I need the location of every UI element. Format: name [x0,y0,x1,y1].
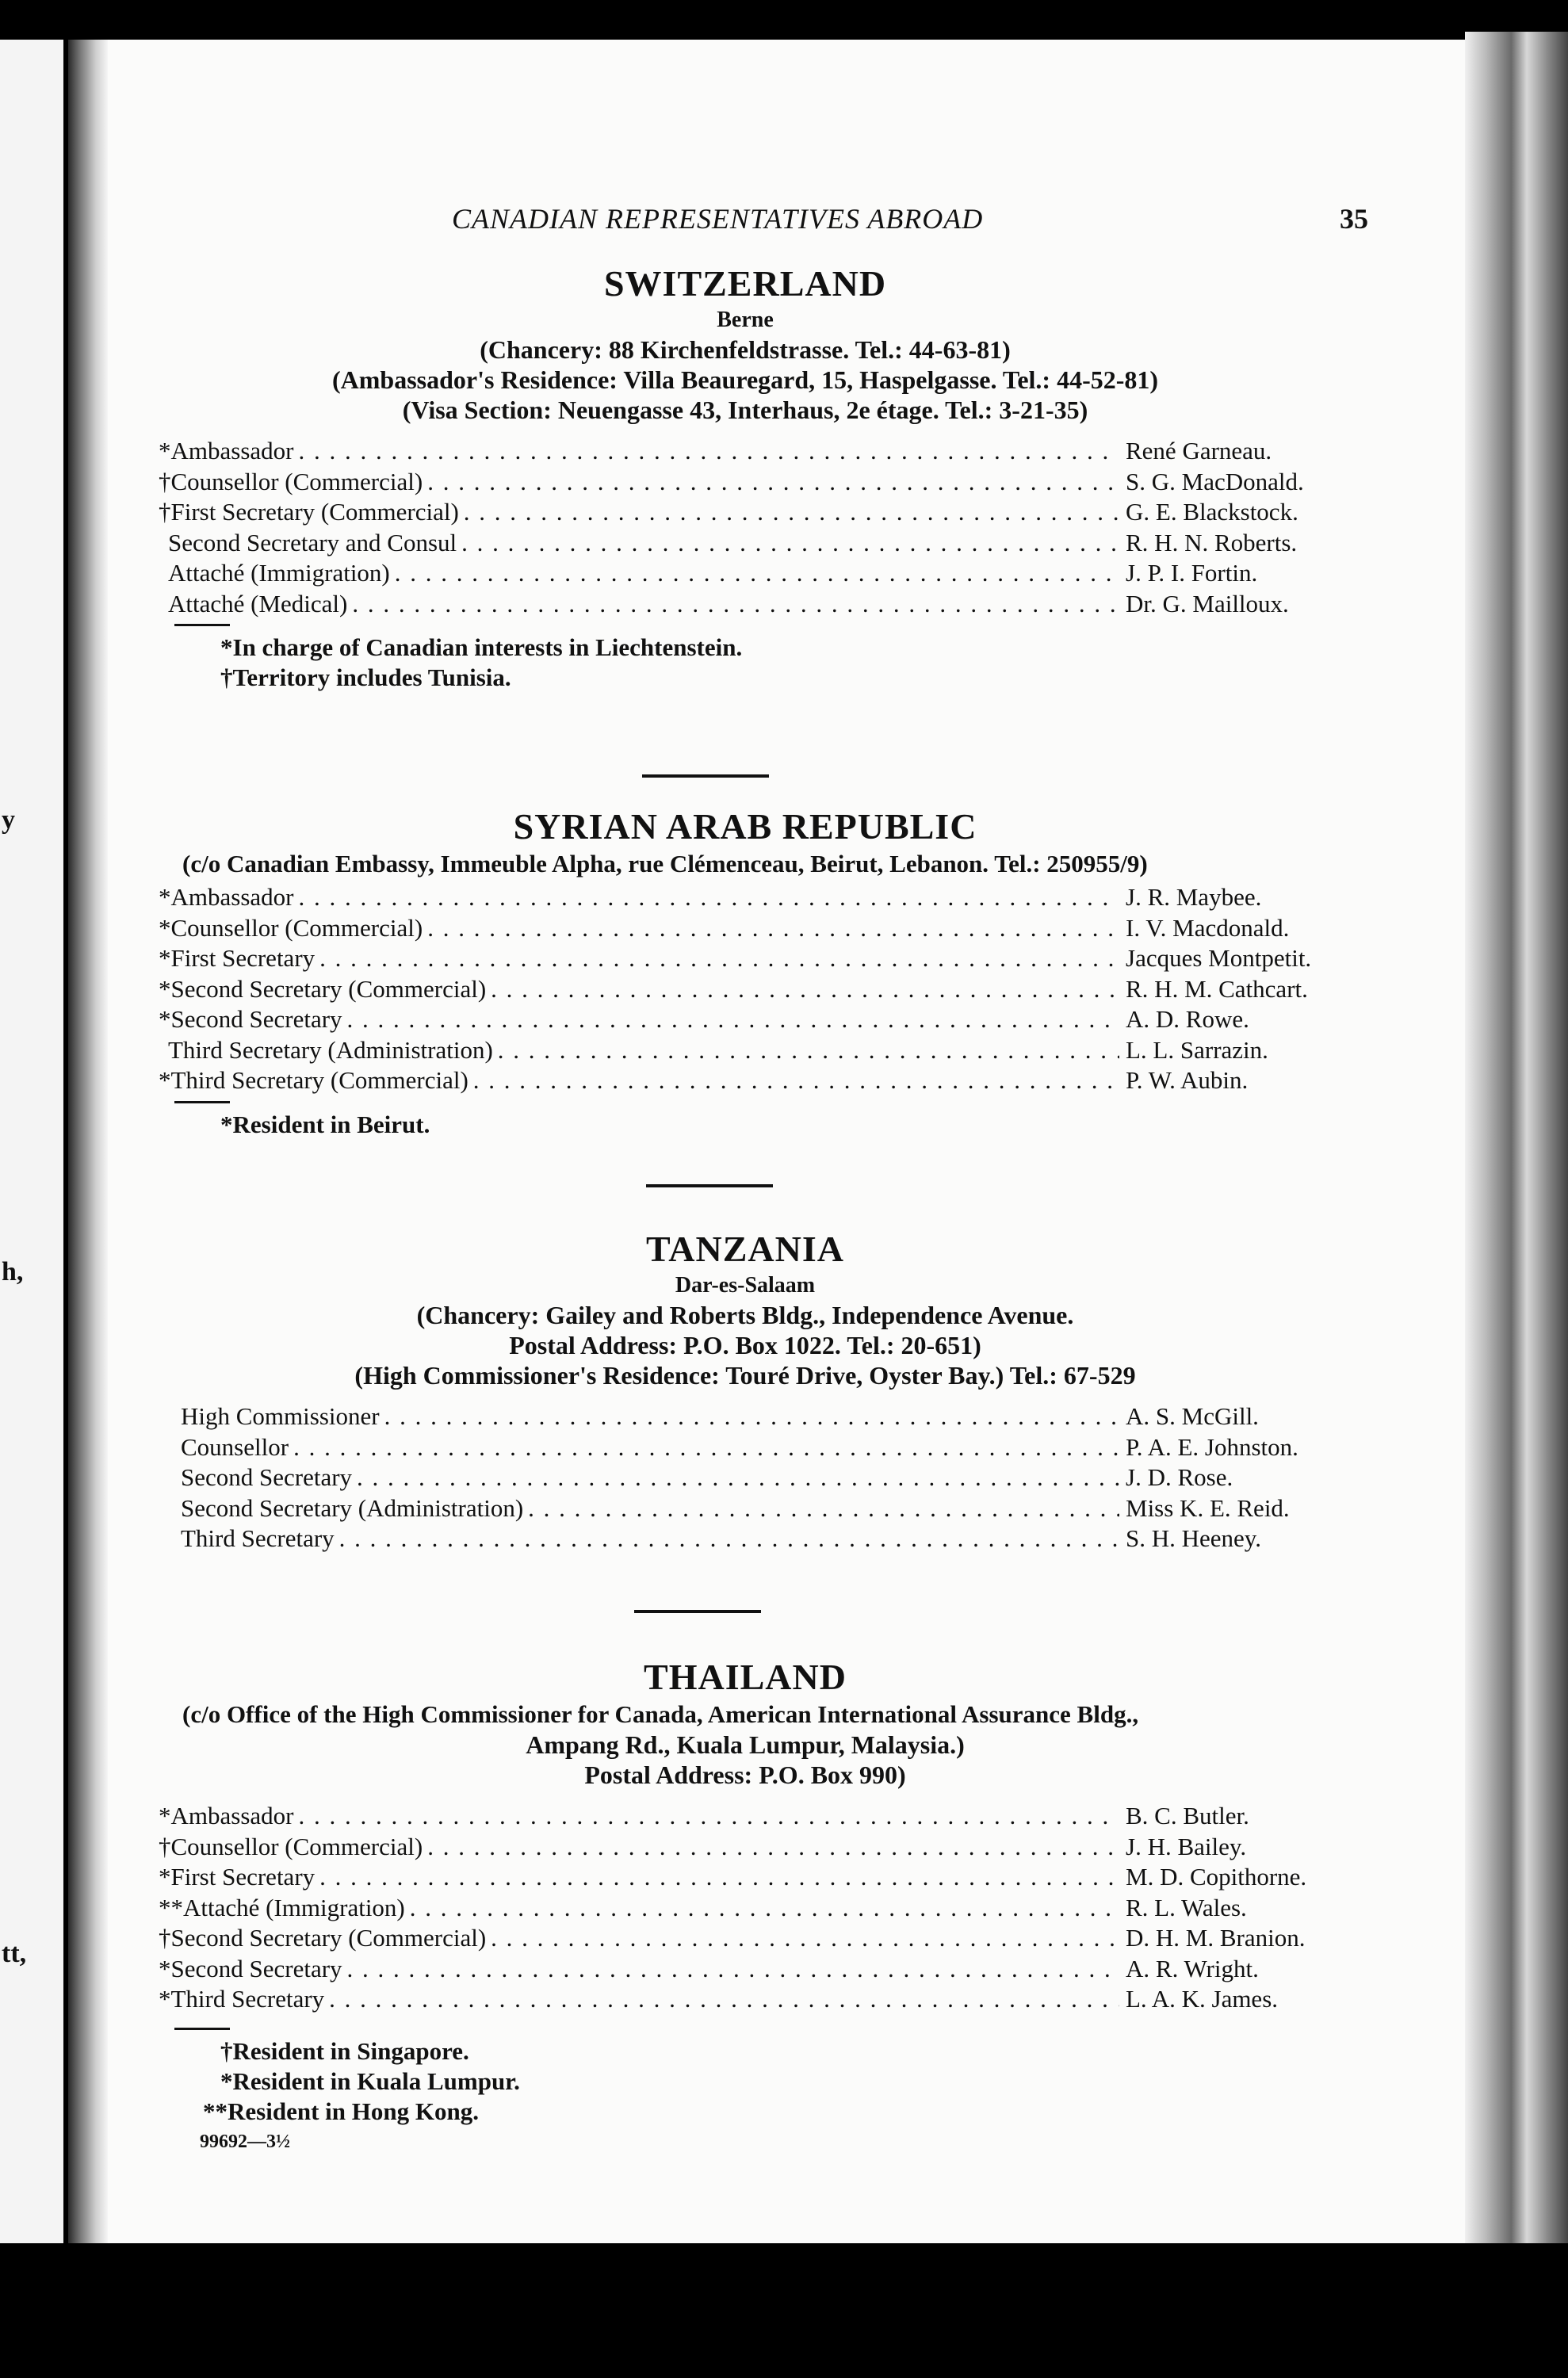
dot-leader [384,1401,1119,1432]
footnote: *Resident in Beirut. [220,1110,430,1138]
address-line: (c/o Canadian Embassy, Immeuble Alpha, rue Clémenceau, Beirut, Lebanon. Tel.: 250955/9) [182,850,1148,877]
staff-position: *Counsellor (Commercial) [159,913,423,942]
staff-position: Third Secretary [181,1524,335,1552]
section-tanzania [159,1227,1363,1554]
staff-position: *Ambassador [159,1802,294,1829]
staff-row [159,1065,1363,1096]
dot-leader [339,1524,1119,1554]
footnote: **Resident in Hong Kong. [203,2097,479,2125]
section-switzerland [159,262,1363,693]
dot-leader [427,467,1119,498]
address-line: (Visa Section: Neuengasse 43, Interhaus, 2e étage. Tel.: 3-21-35) [402,396,1088,424]
staff-name: D. H. M. Branion. [1126,1924,1306,1952]
dot-leader [347,1004,1119,1035]
staff-list [159,1401,1363,1554]
staff-row [159,528,1363,559]
address-line: Ampang Rd., Kuala Lumpur, Malaysia.) [526,1730,965,1759]
dot-leader [473,1065,1119,1096]
staff-row [159,913,1363,944]
staff-name: A. S. McGill. [1126,1402,1259,1430]
staff-list [159,1801,1363,2015]
staff-name: P. W. Aubin. [1126,1066,1249,1094]
staff-name: J. P. I. Fortin. [1126,559,1258,587]
section-separator [634,1610,761,1613]
staff-position: †Counsellor (Commercial) [159,467,423,495]
staff-row [159,1801,1363,1832]
dot-leader [319,943,1119,974]
staff-position: †Counsellor (Commercial) [159,1832,423,1860]
footnote: *Resident in Kuala Lumpur. [220,2066,520,2095]
footnote: †Territory includes Tunisia. [220,663,511,691]
section-separator [642,774,769,778]
staff-row [159,497,1363,528]
staff-row [159,943,1363,974]
staff-name: P. A. E. Johnston. [1126,1432,1298,1461]
dot-leader [427,913,1119,944]
section-thailand [159,1655,1363,2153]
staff-name: Jacques Montpetit. [1126,944,1312,972]
staff-name: R. H. N. Roberts. [1126,528,1298,556]
page-number: 35 [1340,203,1368,235]
staff-position: Third Secretary (Administration) [168,1035,493,1064]
footnote: *In charge of Canadian interests in Liechtenstein. [220,633,743,661]
staff-position: Attaché (Medical) [168,589,348,617]
staff-name: A. R. Wright. [1126,1954,1259,1982]
dot-leader [298,436,1119,467]
city-heading: Dar-es-Salaam [675,1273,816,1298]
dot-leader [395,558,1119,589]
footnote-rule [174,624,230,626]
staff-name: L. A. K. James. [1126,1985,1279,2013]
dot-leader [491,1923,1119,1954]
staff-position: *Second Secretary [159,1005,342,1033]
staff-row [159,1004,1363,1035]
address-line: (High Commissioner's Residence: Touré Drive, Oyster Bay.) Tel.: 67-529 [354,1361,1136,1390]
staff-row [159,1832,1363,1863]
address-line: (Chancery: 88 Kirchenfeldstrasse. Tel.: 44-63-81) [480,335,1011,364]
staff-position: *Ambassador [159,883,294,911]
staff-row [181,1462,1363,1493]
staff-row [181,1401,1363,1432]
staff-position: *Second Secretary (Commercial) [159,974,487,1003]
staff-row [159,882,1363,913]
section-syria [159,805,1363,1140]
dot-leader [498,1035,1119,1066]
dot-leader [461,528,1119,559]
footnote: †Resident in Singapore. [220,2036,469,2065]
staff-position: *Ambassador [159,437,294,465]
staff-row [159,558,1363,589]
margin-fragment: y [2,805,15,835]
dot-leader [347,1954,1119,1985]
dot-leader [528,1493,1119,1524]
staff-name: S. H. Heeney. [1126,1524,1262,1552]
city-heading: Berne [717,308,774,332]
staff-name: I. V. Macdonald. [1126,913,1290,942]
country-heading: TANZANIA [646,1229,844,1269]
staff-position: Second Secretary (Administration) [181,1493,524,1522]
staff-position: Second Secretary [181,1463,353,1491]
staff-row [159,467,1363,498]
footnote-rule [174,1101,230,1103]
staff-name: S. G. MacDonald. [1126,467,1304,495]
staff-row [181,1432,1363,1463]
dot-leader [293,1432,1119,1463]
country-heading: SYRIAN ARAB REPUBLIC [513,806,977,847]
staff-position: Counsellor [181,1432,289,1461]
staff-row [181,1524,1363,1554]
dot-leader [352,589,1119,620]
staff-row [159,1984,1363,2015]
address-line: (Ambassador's Residence: Villa Beauregard, 15, Haspelgasse. Tel.: 44-52-81) [331,365,1159,394]
dot-leader [319,1862,1119,1893]
staff-position: *Third Secretary (Commercial) [159,1066,468,1094]
printer-code: 99692—3½ [200,2131,290,2152]
address-line: (Chancery: Gailey and Roberts Bldg., Independence Avenue. [416,1301,1074,1329]
staff-name: J. H. Bailey. [1126,1832,1247,1860]
dot-leader [298,882,1119,913]
dot-leader [491,974,1119,1005]
staff-position: †First Secretary (Commercial) [159,498,459,526]
staff-name: J. R. Maybee. [1126,883,1262,911]
dot-leader [410,1893,1119,1924]
dot-leader [357,1462,1119,1493]
staff-position: *Second Secretary [159,1954,342,1982]
country-heading: SWITZERLAND [603,263,887,304]
country-heading: THAILAND [644,1657,847,1697]
staff-row [159,589,1363,620]
staff-name: Dr. G. Mailloux. [1126,589,1289,617]
staff-name: M. D. Copithorne. [1126,1863,1307,1891]
staff-position: *First Secretary [159,1863,316,1891]
staff-row [181,1493,1363,1524]
staff-row [159,974,1363,1005]
staff-row [159,1862,1363,1893]
staff-name: L. L. Sarrazin. [1126,1035,1268,1064]
dot-leader [329,1984,1119,2015]
staff-position: High Commissioner [181,1402,380,1430]
margin-fragment: tt, [2,1939,27,1968]
footnote-rule [174,2028,230,2030]
staff-name: R. H. M. Cathcart. [1126,974,1308,1003]
staff-list [159,882,1363,1096]
staff-position: **Attaché (Immigration) [159,1893,405,1921]
staff-list [159,436,1363,619]
staff-row [159,1923,1363,1954]
dot-leader [298,1801,1119,1832]
dot-leader [464,497,1119,528]
staff-name: B. C. Butler. [1126,1802,1249,1829]
running-head: CANADIAN REPRESENTATIVES ABROAD [452,203,984,235]
address-line: Postal Address: P.O. Box 990) [584,1761,906,1789]
address-line: (c/o Office of the High Commissioner for Canada, American International Assurance Bldg., [182,1700,1139,1728]
staff-row [159,1035,1363,1066]
staff-row [159,436,1363,467]
dot-leader [427,1832,1119,1863]
staff-row [159,1893,1363,1924]
staff-row [159,1954,1363,1985]
staff-name: R. L. Wales. [1126,1893,1247,1921]
address-line: Postal Address: P.O. Box 1022. Tel.: 20-651) [509,1331,981,1359]
staff-position: *Third Secretary [159,1985,325,2013]
staff-name: J. D. Rose. [1126,1463,1233,1491]
staff-position: Second Secretary and Consul [168,528,457,556]
staff-name: A. D. Rowe. [1126,1005,1249,1033]
margin-fragment: h, [2,1257,24,1286]
staff-position: †Second Secretary (Commercial) [159,1924,487,1952]
section-separator [646,1184,773,1187]
staff-name: Miss K. E. Reid. [1126,1493,1290,1522]
staff-name: René Garneau. [1126,437,1272,465]
staff-position: Attaché (Immigration) [168,559,390,587]
staff-name: G. E. Blackstock. [1126,498,1298,526]
staff-position: *First Secretary [159,944,316,972]
